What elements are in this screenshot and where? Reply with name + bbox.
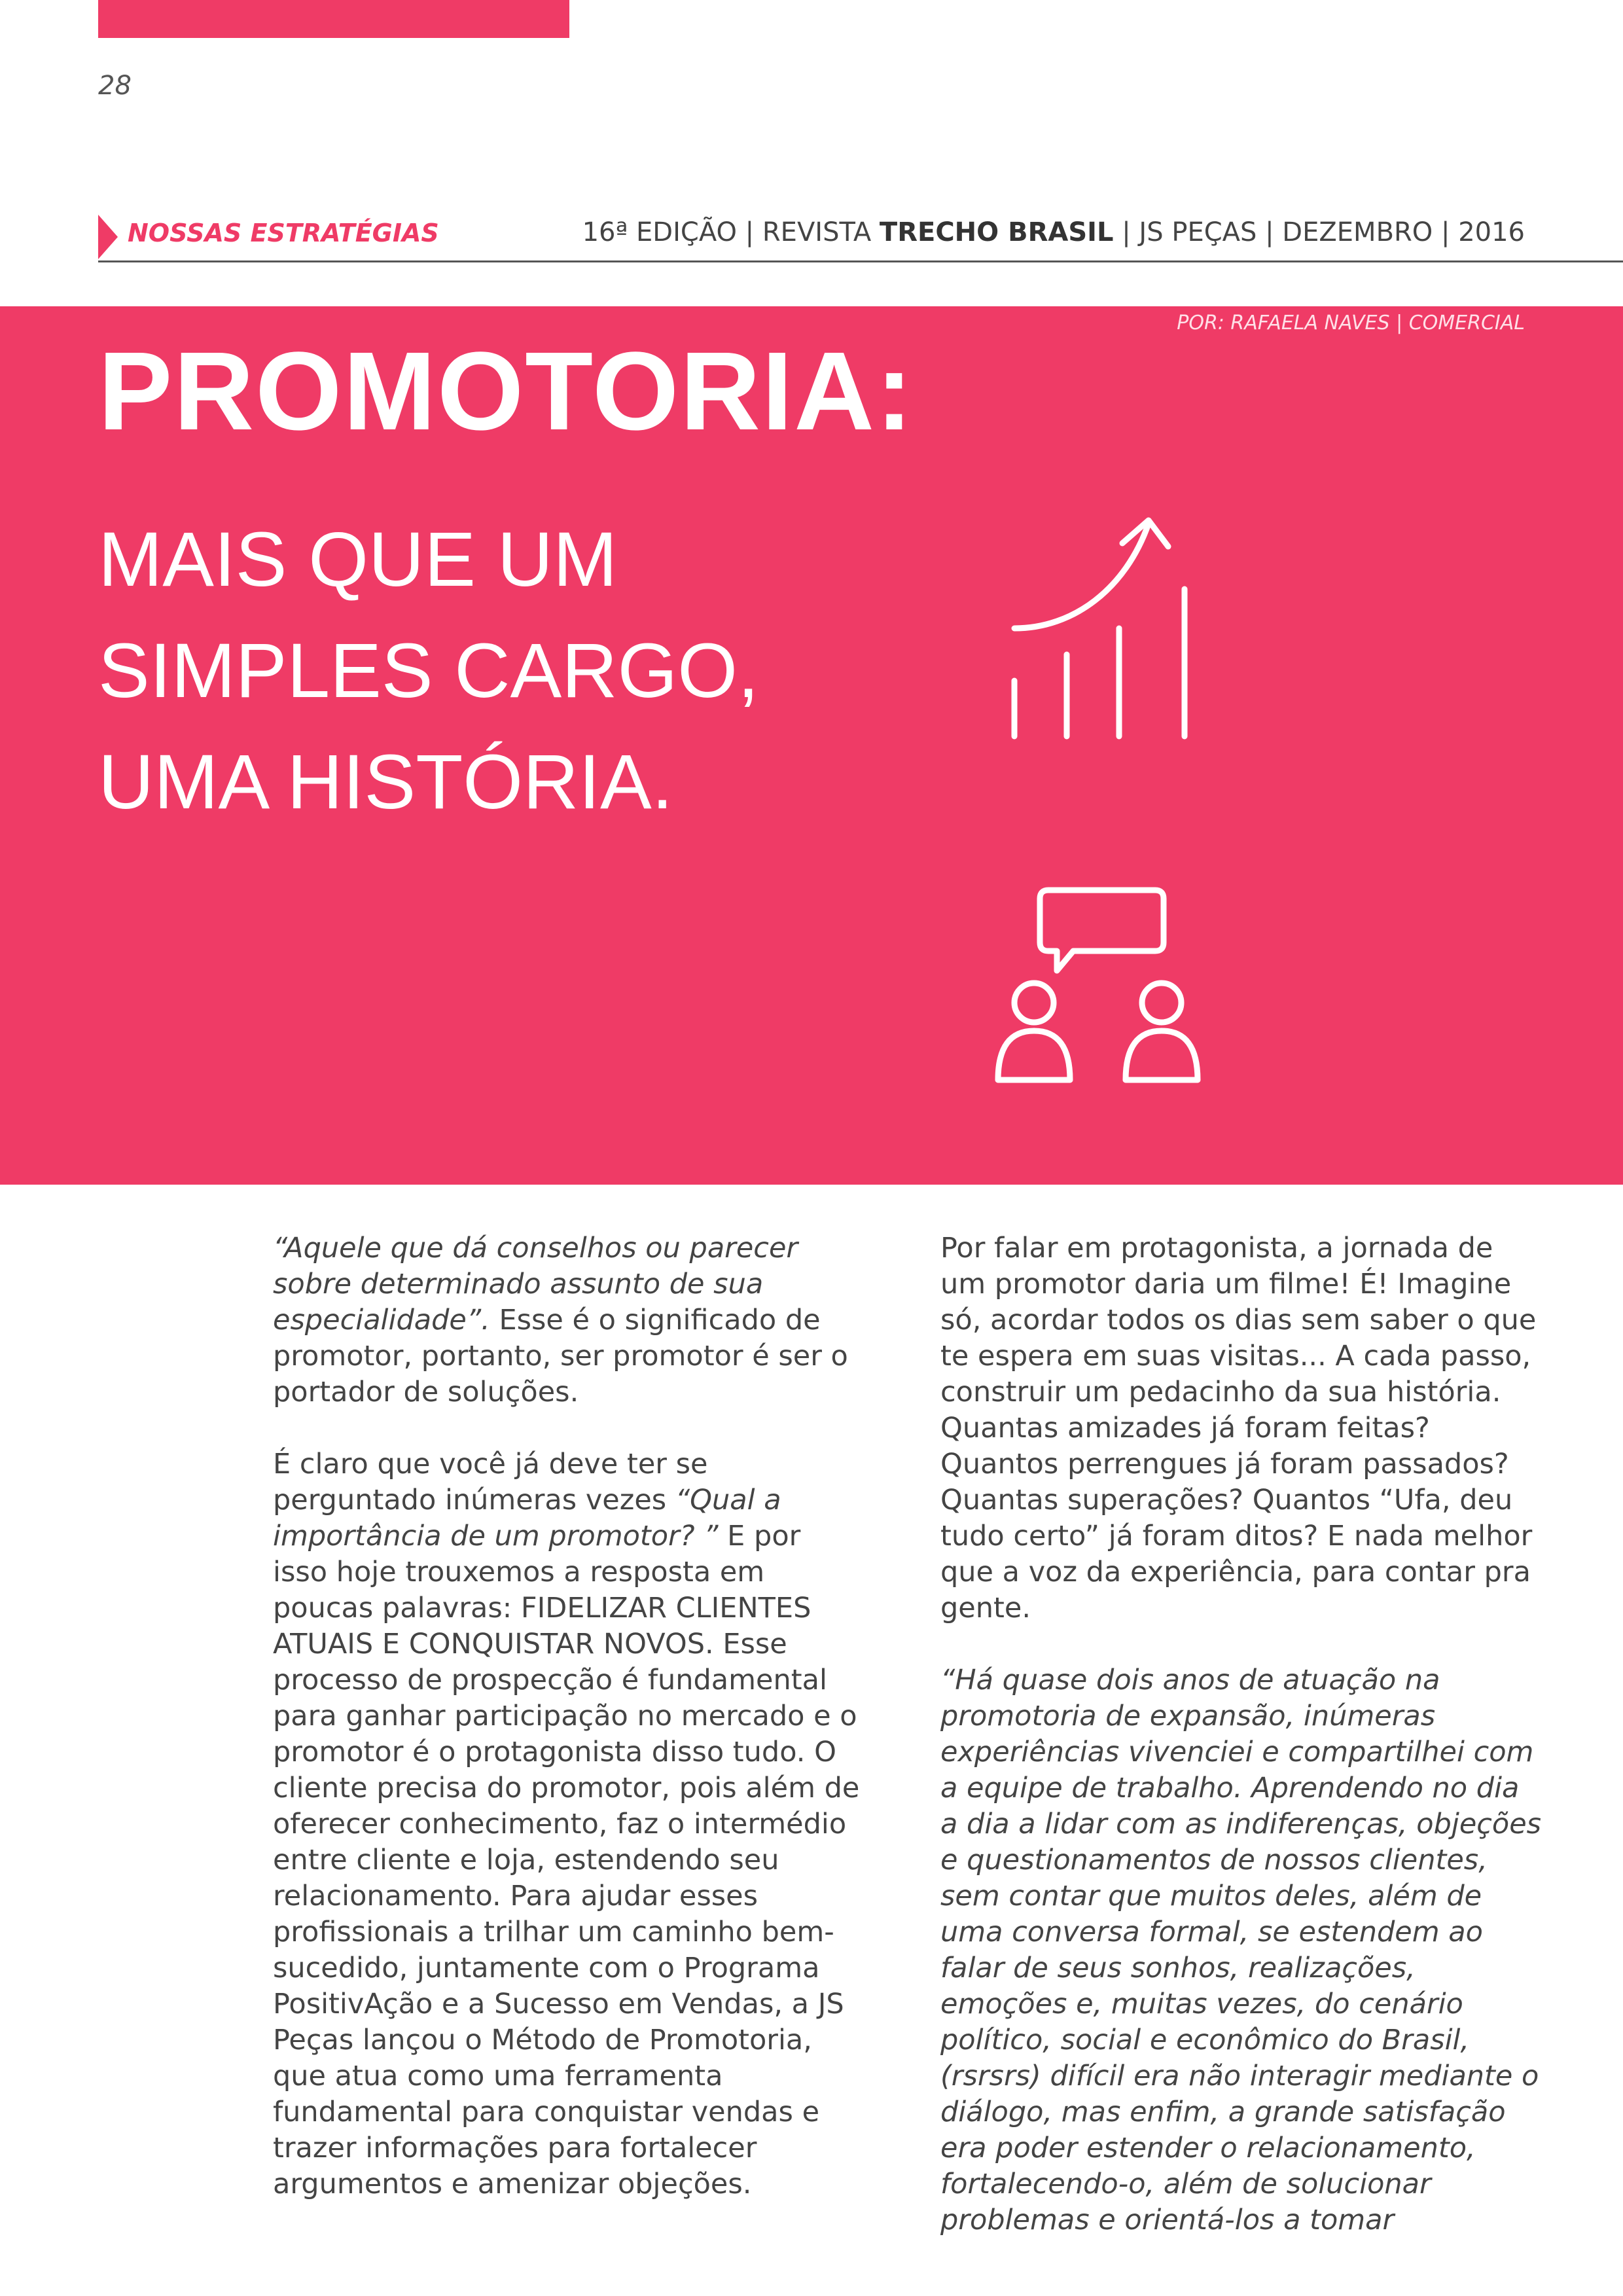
- testimonial-quote: “Há quase dois anos de atuação na promotoria de expansão, inúmeras experiências vivenciei e compartilhei com a equipe de trabalho. Aprendendo no dia a dia a lidar com as indiferenças, objeções e questionamentos de nossos clientes, sem contar que muitos deles, além de uma conversa formal, se estendem ao falar de seus sonhos, realizações, emoções e, muitas vezes, do cenário político, social e econômico do Brasil, (rsrsrs) difícil era não interagir mediante o diálogo, mas enfim, a grande satisfação era poder estender o relacionamento, fortalecendo-o, além de solucionar problemas e orientá-los a tomar: [940, 1664, 1542, 2236]
- inline-quote: “Qual a importância de um promotor? ”: [273, 1484, 781, 1552]
- article-title: PROMOTORIA:: [98, 329, 914, 454]
- subtitle-line: UMA HISTÓRIA.: [98, 739, 673, 825]
- paragraph-text: Esse é o significado de promotor, portanto, ser promotor é ser o portador de soluções.: [273, 1304, 848, 1408]
- paragraph: [273, 1230, 862, 1410]
- edition-prefix: 16ª EDIÇÃO | REVISTA: [582, 217, 880, 247]
- edition-suffix: | JS PEÇAS | DEZEMBRO | 2016: [1113, 217, 1525, 247]
- growth-chart-icon: [1001, 504, 1211, 753]
- subtitle-line: MAIS QUE UM: [98, 516, 618, 603]
- page-number: 28: [98, 71, 132, 101]
- article-right-column: [940, 1230, 1543, 2274]
- subtitle-line: SIMPLES CARGO,: [98, 628, 759, 714]
- article-left-column: [273, 1230, 862, 2238]
- edition-brand: TRECHO BRASIL: [879, 217, 1114, 247]
- byline: POR: RAFAELA NAVES | COMERCIAL: [1177, 312, 1525, 334]
- section-label: NOSSAS ESTRATÉGIAS: [128, 219, 439, 247]
- edition-info: [582, 217, 1525, 247]
- article-subtitle: [98, 504, 759, 838]
- header-divider: [98, 260, 1623, 262]
- paragraph: [273, 1446, 862, 2202]
- section-arrow-icon: [98, 215, 118, 259]
- paragraph-text: É claro que você já deve ter se perguntado inúmeras vezes: [273, 1448, 708, 1516]
- paragraph: [940, 1230, 1543, 1626]
- people-conversation-icon: [988, 877, 1224, 1100]
- paragraph-text: Por falar em protagonista, a jornada de um promotor daria um filme! É! Imagine só, acordar todos os dias sem saber o que te espera em suas visitas... A cada passo, construir um pedacinho da sua história. Quantas amizades já foram feitas? Quantos perrengues já foram passados? Quantas superações? Quantos “Ufa, deu tudo certo” já foram ditos? E nada melhor que a voz da experiência, para contar pra gente.: [940, 1232, 1537, 1624]
- top-accent-bar: [98, 0, 569, 38]
- paragraph-text: E por isso hoje trouxemos a resposta em poucas palavras: FIDELIZAR CLIENTES ATUAIS E CONQUISTAR NOVOS. Esse processo de prospecção é fundamental para ganhar participação no mercado e o promotor é o protagonista disso tudo. O cliente precisa do promotor, pois além de oferecer conhecimento, faz o intermédio entre cliente e loja, estendendo seu relacionamento. Para ajudar esses profissionais a trilhar um caminho bem-sucedido, juntamente com o Programa PositivAção e a Sucesso em Vendas, a JS Peças lançou o Método de Promotoria, que atua como uma ferramenta fundamental para conquistar vendas e trazer informações para fortalecer argumentos e amenizar objeções.: [273, 1520, 860, 2200]
- definition-quote: “Aquele que dá conselhos ou parecer sobre determinado assunto de sua especialidade”.: [273, 1232, 798, 1336]
